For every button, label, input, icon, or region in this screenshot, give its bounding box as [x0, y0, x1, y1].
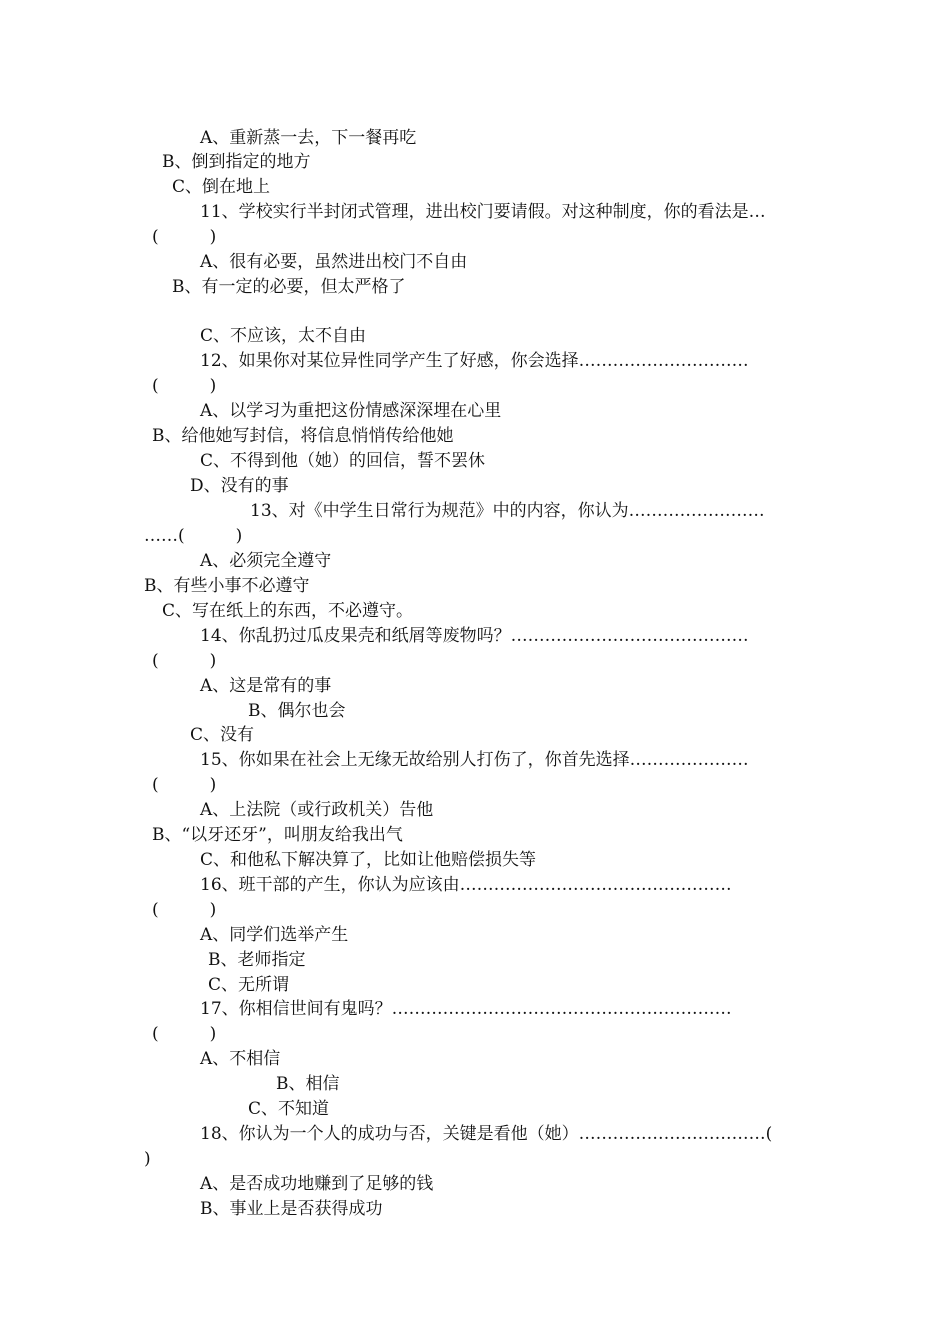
question-18: 18、你认为一个人的成功与否，关键是看他（她）……………………………(: [200, 1124, 773, 1144]
answer-blank-13: ……( ): [144, 526, 243, 546]
question-16: 16、班干部的产生，你认为应该由…………………………………………: [200, 875, 732, 895]
option-18b: B、事业上是否获得成功: [200, 1199, 383, 1219]
answer-blank-11: ( ): [152, 227, 217, 247]
option-13b: B、有些小事不必遵守: [144, 576, 310, 596]
option-12a: A、以学习为重把这份情感深深埋在心里: [200, 401, 502, 421]
option-11a: A、很有必要，虽然进出校门不自由: [200, 252, 468, 272]
question-13: 13、对《中学生日常行为规范》中的内容，你认为……………………: [250, 501, 765, 521]
option-14a: A、这是常有的事: [200, 676, 332, 696]
option-17b: B、相信: [276, 1074, 340, 1094]
answer-blank-18: ): [144, 1149, 151, 1169]
option-11b: B、有一定的必要，但太严格了: [172, 277, 406, 297]
option-14b: B、偶尔也会: [248, 701, 346, 721]
answer-blank-12: ( ): [152, 376, 217, 396]
option-14c: C、没有: [190, 725, 255, 745]
option-13a: A、必须完全遵守: [200, 551, 332, 571]
option-12b: B、给他她写封信，将信息悄悄传给他她: [152, 426, 454, 446]
option-10a: A、重新蒸一去，下一餐再吃: [200, 128, 417, 148]
option-16a: A、同学们选举产生: [200, 925, 349, 945]
question-15: 15、你如果在社会上无缘无故给别人打伤了，你首先选择…………………: [200, 750, 749, 770]
option-13c: C、写在纸上的东西，不必遵守。: [162, 601, 414, 621]
option-15a: A、上法院（或行政机关）告他: [200, 800, 434, 820]
option-17a: A、不相信: [200, 1049, 281, 1069]
answer-blank-16: ( ): [152, 900, 217, 920]
option-15c: C、和他私下解决算了，比如让他赔偿损失等: [200, 850, 537, 870]
question-11: 11、学校实行半封闭式管理，进出校门要请假。对这种制度，你的看法是…: [200, 202, 766, 222]
answer-blank-14: ( ): [152, 651, 217, 671]
option-12d: D、没有的事: [190, 476, 289, 496]
option-16b: B、老师指定: [208, 950, 306, 970]
option-12c: C、不得到他（她）的回信，誓不罢休: [200, 451, 486, 471]
answer-blank-17: ( ): [152, 1024, 217, 1044]
option-10c: C、倒在地上: [172, 177, 271, 197]
option-16c: C、无所谓: [208, 975, 290, 995]
option-15b: B、“以牙还牙”，叫朋友给我出气: [152, 825, 403, 845]
question-12: 12、如果你对某位异性同学产生了好感，你会选择…………………………: [200, 351, 749, 371]
option-17c: C、不知道: [248, 1099, 330, 1119]
option-11c: C、不应该，太不自由: [200, 326, 367, 346]
answer-blank-15: ( ): [152, 775, 217, 795]
option-18a: A、是否成功地赚到了足够的钱: [200, 1174, 434, 1194]
question-17: 17、你相信世间有鬼吗？……………………………………………………: [200, 999, 732, 1019]
option-10b: B、倒到指定的地方: [162, 152, 311, 172]
question-14: 14、你乱扔过瓜皮果壳和纸屑等废物吗？……………………………………: [200, 626, 749, 646]
